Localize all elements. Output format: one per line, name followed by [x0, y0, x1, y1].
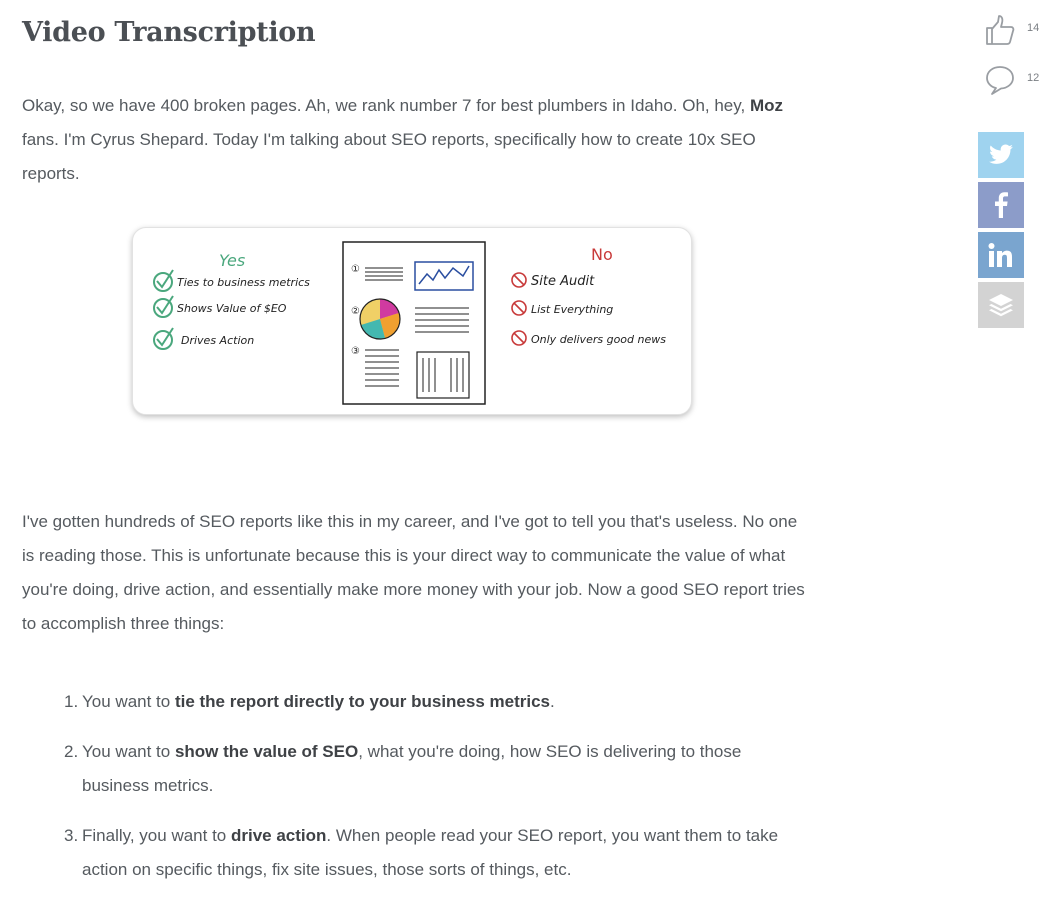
list-text: You want to: [82, 742, 175, 761]
comment-button[interactable]: [984, 64, 1040, 101]
yes-item: Ties to business metrics: [177, 276, 310, 289]
no-item: Only delivers good news: [531, 333, 666, 346]
list-emphasis: tie the report directly to your business metrics: [174, 692, 550, 711]
no-item: Site Audit: [531, 274, 595, 289]
linkedin-share-button[interactable]: [978, 232, 1024, 278]
list-text: Finally, you want to: [82, 826, 231, 845]
linkedin-icon: [988, 242, 1014, 268]
yes-check-icon: [154, 270, 173, 291]
list-number: 2.: [64, 742, 79, 761]
list-emphasis: drive action: [230, 826, 327, 845]
list-text: .: [550, 692, 555, 711]
report-marker: ①: [351, 264, 360, 275]
like-count: 14: [1027, 22, 1040, 34]
facebook-share-button[interactable]: [978, 182, 1024, 228]
list-text: , what you're doing, how SEO is delivering to those business metrics.: [82, 742, 742, 795]
no-sign-icon: [512, 273, 526, 287]
yes-item: Drives Action: [181, 334, 255, 347]
list-number: 1.: [64, 692, 79, 711]
no-sign-icon: [512, 331, 526, 345]
twitter-icon: [988, 144, 1014, 166]
comment-icon: [984, 64, 1016, 96]
no-sign-icon: [512, 301, 526, 315]
pie-chart-sketch: [360, 299, 400, 339]
no-item: List Everything: [531, 303, 614, 316]
report-sketch: [343, 242, 485, 404]
list-item: [64, 735, 804, 803]
yes-check-icon: [154, 296, 173, 317]
facebook-icon: [994, 192, 1008, 218]
buffer-share-button[interactable]: [978, 282, 1024, 328]
report-marker: ③: [351, 346, 360, 357]
yes-heading: Yes: [219, 251, 246, 270]
yes-item: Shows Value of $EO: [177, 302, 287, 315]
report-marker: ②: [351, 306, 360, 317]
list-text: . When people read your SEO report, you want them to take action on specific things, fix site issues, those sorts of things, etc.: [82, 826, 779, 879]
whiteboard-image: [132, 227, 692, 415]
page-title: Video Transcription: [22, 17, 316, 48]
intro-paragraph: [22, 89, 812, 191]
body-paragraph: I've gotten hundreds of SEO reports like this in my career, and I've got to tell you that's useless. No one is reading those. This is unfortunate because this is your direct way to communicate the value of what you're doing, drive action, and essentially make more money with your job. Now a good SEO report tries to accomplish three things:: [22, 512, 805, 633]
moz-text: Moz: [749, 96, 783, 115]
intro-text-2: fans. I'm Cyrus Shepard. Today I'm talking about SEO reports, specifically how to create 10x SEO reports.: [22, 130, 756, 183]
list-item: [64, 819, 804, 887]
list-item: [64, 685, 804, 719]
no-heading: No: [591, 245, 613, 264]
list-text: You want to: [82, 692, 175, 711]
buffer-icon: [988, 293, 1014, 317]
list-number: 3.: [64, 826, 79, 845]
intro-text-1: Okay, so we have 400 broken pages. Ah, we rank number 7 for best plumbers in Idaho. Oh, hey,: [22, 96, 750, 115]
comment-count: 12: [1027, 72, 1040, 84]
like-button[interactable]: [984, 14, 1040, 51]
yes-check-icon: [154, 328, 173, 349]
list-emphasis: show the value of SEO: [174, 742, 359, 761]
twitter-share-button[interactable]: [978, 132, 1024, 178]
thumbs-up-icon: [984, 14, 1016, 46]
